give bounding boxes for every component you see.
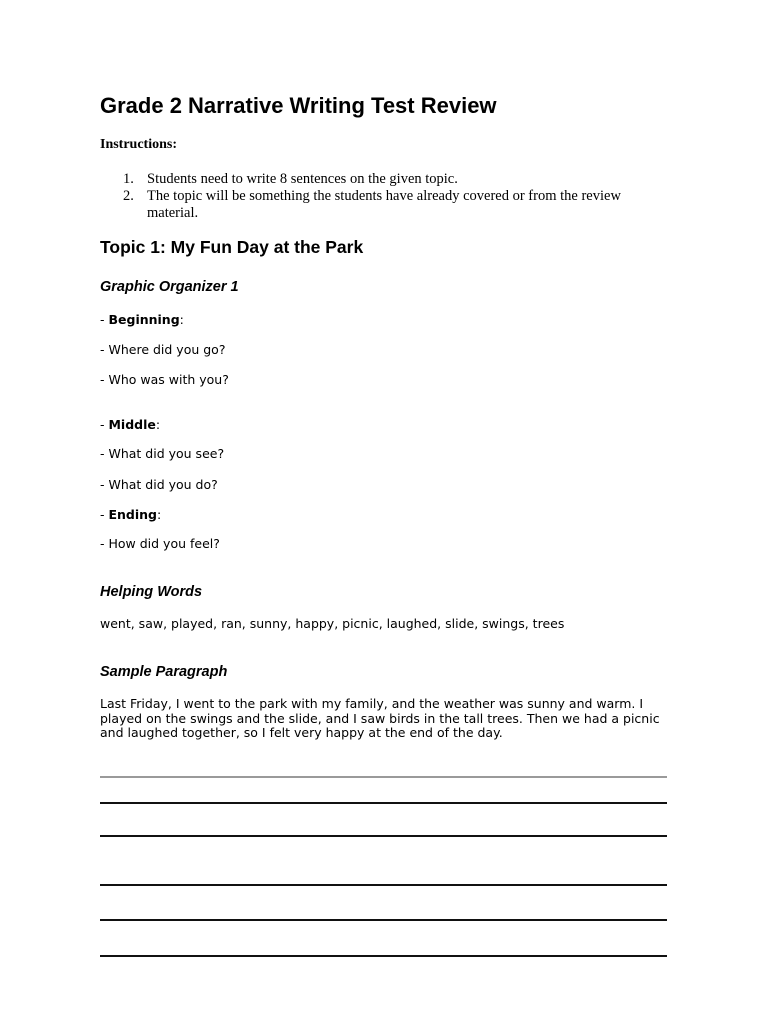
instruction-text: Students need to write 8 sentences on the given topic. xyxy=(147,171,458,187)
dash: - xyxy=(100,312,109,327)
dash: - xyxy=(100,507,109,522)
instruction-text: The topic will be something the students have already covered or from the review material. xyxy=(147,188,621,221)
page-title: Grade 2 Narrative Writing Test Review xyxy=(100,93,497,118)
beginning-label xyxy=(100,312,184,327)
writing-line xyxy=(100,919,667,921)
helping-words-heading: Helping Words xyxy=(100,584,203,600)
question-see: - What did you see? xyxy=(100,446,225,461)
sample-paragraph: Last Friday, I went to the park with my family, and the weather was sunny and warm. I played on the swings and the slide, and I saw birds in the tall trees. Then we had a picnic and laughed together, so I felt very happy at the end of the day. xyxy=(100,696,660,740)
instruction-item xyxy=(100,171,670,188)
beginning-text: Beginning xyxy=(108,312,180,327)
instructions-list xyxy=(100,171,670,222)
instruction-number: 1. xyxy=(123,171,134,187)
question-who: - Who was with you? xyxy=(100,372,229,387)
writing-line xyxy=(100,776,667,778)
graphic-organizer-heading: Graphic Organizer 1 xyxy=(100,279,239,295)
topic-heading: Topic 1: My Fun Day at the Park xyxy=(100,237,364,257)
ending-label xyxy=(100,507,161,522)
writing-line xyxy=(100,835,667,837)
question-do: - What did you do? xyxy=(100,477,218,492)
ending-text: Ending xyxy=(108,507,158,522)
helping-words-list: went, saw, played, ran, sunny, happy, picnic, laughed, slide, swings, trees xyxy=(100,616,565,631)
middle-text: Middle xyxy=(108,417,156,432)
colon: : xyxy=(157,507,162,522)
question-feel: - How did you feel? xyxy=(100,536,220,551)
instruction-number: 2. xyxy=(123,188,134,204)
question-where: - Where did you go? xyxy=(100,342,226,357)
instructions-heading: Instructions: xyxy=(100,137,178,152)
middle-label xyxy=(100,417,160,432)
writing-line xyxy=(100,802,667,804)
colon: : xyxy=(155,417,161,432)
sample-paragraph-heading: Sample Paragraph xyxy=(100,664,228,680)
writing-line xyxy=(100,955,667,957)
instruction-item xyxy=(100,188,670,222)
writing-line xyxy=(100,884,667,886)
dash: - xyxy=(100,417,109,432)
colon: : xyxy=(179,312,184,327)
